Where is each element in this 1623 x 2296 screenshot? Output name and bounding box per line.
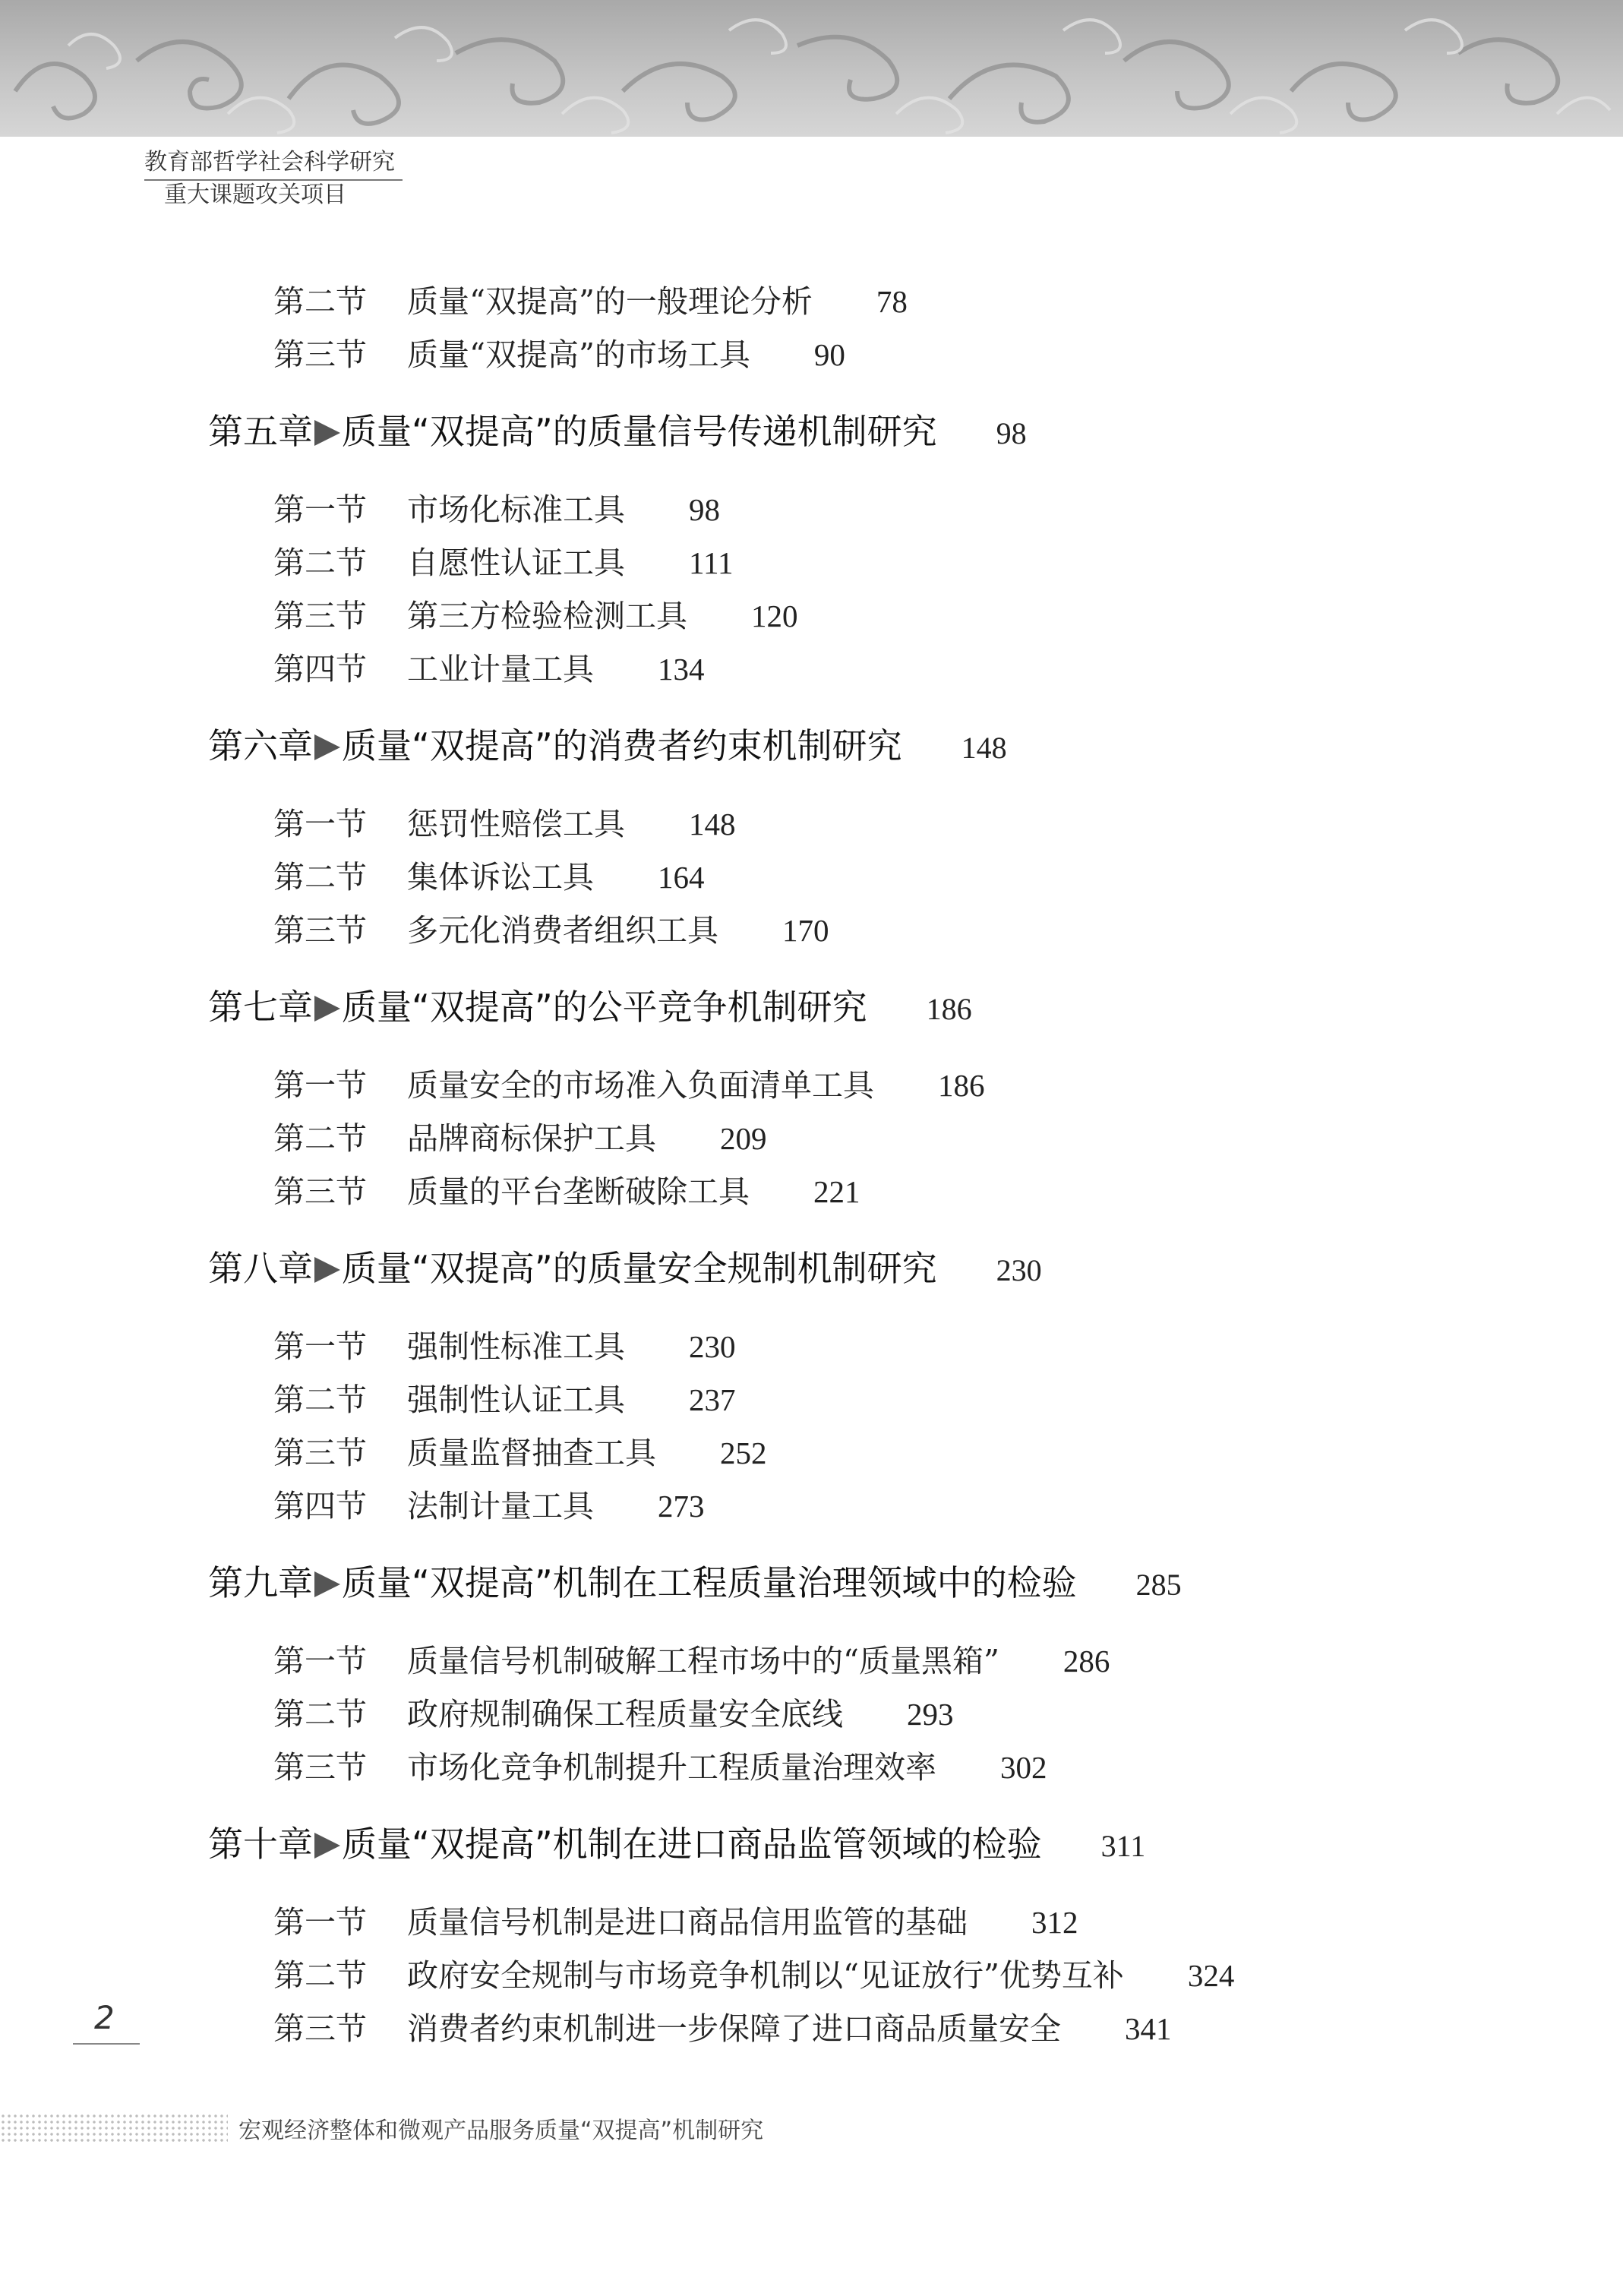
section-number: 第三节 bbox=[273, 912, 367, 949]
section-page: 98 bbox=[689, 492, 720, 527]
footer-dot-pattern bbox=[0, 2113, 228, 2143]
section-title: 惩罚性赔偿工具 bbox=[407, 806, 625, 842]
series-line-1: 教育部哲学社会科学研究 bbox=[144, 149, 403, 181]
section-page: 186 bbox=[938, 1068, 985, 1103]
chapter-title: 质量“双提高”的质量安全规制机制研究 bbox=[342, 1248, 937, 1289]
chapter-page: 311 bbox=[1100, 1829, 1146, 1863]
section-number: 第二节 bbox=[273, 283, 367, 320]
section-page: 341 bbox=[1125, 2011, 1172, 2046]
triangle-right-icon bbox=[314, 734, 340, 760]
triangle-right-icon bbox=[314, 1571, 340, 1597]
section-page: 324 bbox=[1187, 1958, 1235, 1993]
toc-section[interactable] bbox=[273, 538, 733, 583]
triangle-right-icon bbox=[314, 996, 340, 1022]
section-number: 第三节 bbox=[273, 1173, 367, 1210]
section-title: 品牌商标保护工具 bbox=[407, 1120, 656, 1157]
chapter-title: 质量“双提高”的消费者约束机制研究 bbox=[342, 725, 902, 766]
triangle-right-icon bbox=[314, 420, 340, 446]
section-page: 148 bbox=[689, 807, 736, 842]
section-title: 自愿性认证工具 bbox=[407, 545, 625, 581]
toc-section[interactable] bbox=[273, 1636, 1110, 1681]
section-page: 302 bbox=[1000, 1750, 1047, 1785]
toc-section[interactable] bbox=[273, 1897, 1078, 1942]
toc-section[interactable] bbox=[273, 1322, 736, 1366]
chapter-page: 148 bbox=[961, 731, 1007, 765]
series-line-2: 重大课题攻关项目 bbox=[164, 182, 346, 208]
chapter-number: 第十章 bbox=[208, 1824, 313, 1865]
section-page: 252 bbox=[720, 1435, 767, 1470]
toc-chapter[interactable] bbox=[208, 980, 972, 1030]
section-number: 第三节 bbox=[273, 336, 367, 373]
section-number: 第一节 bbox=[273, 1904, 367, 1941]
section-page: 170 bbox=[782, 913, 829, 948]
section-number: 第一节 bbox=[273, 1067, 367, 1104]
toc-section[interactable] bbox=[273, 1481, 705, 1526]
toc-section[interactable] bbox=[273, 330, 845, 374]
toc-section[interactable] bbox=[273, 644, 705, 689]
chapter-title: 质量“双提高”机制在进口商品监管领域的检验 bbox=[342, 1824, 1042, 1865]
chapter-page: 285 bbox=[1135, 1568, 1182, 1602]
section-page: 286 bbox=[1063, 1644, 1110, 1679]
section-number: 第四节 bbox=[273, 651, 367, 687]
toc-section[interactable] bbox=[273, 852, 705, 897]
toc-chapter[interactable] bbox=[208, 404, 1027, 454]
toc-section[interactable] bbox=[273, 1375, 736, 1420]
section-title: 强制性认证工具 bbox=[407, 1382, 625, 1418]
section-page: 134 bbox=[658, 652, 705, 687]
toc-section[interactable] bbox=[273, 1428, 767, 1473]
section-number: 第三节 bbox=[273, 598, 367, 634]
section-title: 政府安全规制与市场竞争机制以“见证放行”优势互补 bbox=[407, 1957, 1124, 1994]
section-page: 111 bbox=[689, 545, 734, 580]
section-page: 312 bbox=[1031, 1905, 1078, 1940]
section-title: 质量信号机制破解工程市场中的“质量黑箱” bbox=[407, 1643, 999, 1679]
section-number: 第三节 bbox=[273, 1749, 367, 1786]
chapter-number: 第五章 bbox=[208, 411, 313, 452]
section-page: 164 bbox=[658, 860, 705, 895]
toc-section[interactable] bbox=[273, 591, 798, 636]
section-page: 221 bbox=[813, 1174, 860, 1209]
section-title: 质量“双提高”的一般理论分析 bbox=[407, 283, 813, 320]
section-number: 第一节 bbox=[273, 1643, 367, 1679]
toc-section[interactable] bbox=[273, 2004, 1172, 2048]
toc-section[interactable] bbox=[273, 276, 908, 321]
section-number: 第二节 bbox=[273, 859, 367, 895]
toc-section[interactable] bbox=[273, 1167, 860, 1211]
section-title: 质量信号机制是进口商品信用监管的基础 bbox=[407, 1904, 968, 1941]
section-page: 90 bbox=[813, 337, 845, 372]
page-number-underline bbox=[73, 2043, 140, 2045]
toc-section[interactable] bbox=[273, 1950, 1234, 1995]
chapter-number: 第九章 bbox=[208, 1562, 313, 1603]
toc-section[interactable] bbox=[273, 1689, 954, 1734]
chapter-page: 186 bbox=[926, 992, 972, 1026]
cloud-pattern-banner bbox=[0, 0, 1623, 137]
toc-chapter[interactable] bbox=[208, 1555, 1182, 1606]
section-number: 第一节 bbox=[273, 491, 367, 528]
section-title: 强制性标准工具 bbox=[407, 1328, 625, 1365]
cloud-pattern-icon bbox=[0, 0, 1623, 137]
section-title: 市场化竞争机制提升工程质量治理效率 bbox=[407, 1749, 936, 1786]
toc-chapter[interactable] bbox=[208, 1241, 1042, 1291]
toc-section[interactable] bbox=[273, 1060, 985, 1105]
toc-section[interactable] bbox=[273, 799, 736, 844]
toc-section[interactable] bbox=[273, 1113, 767, 1158]
section-page: 230 bbox=[689, 1329, 736, 1364]
section-title: 质量安全的市场准入负面清单工具 bbox=[407, 1067, 874, 1104]
section-title: 市场化标准工具 bbox=[407, 491, 625, 528]
page-number: 2 bbox=[94, 1999, 115, 2036]
section-number: 第二节 bbox=[273, 545, 367, 581]
chapter-number: 第六章 bbox=[208, 725, 313, 766]
section-page: 209 bbox=[720, 1121, 767, 1156]
triangle-right-icon bbox=[314, 1833, 340, 1859]
section-number: 第二节 bbox=[273, 1120, 367, 1157]
section-page: 273 bbox=[658, 1489, 705, 1524]
section-title: 质量监督抽查工具 bbox=[407, 1435, 656, 1471]
section-title: 工业计量工具 bbox=[407, 651, 594, 687]
toc-chapter[interactable] bbox=[208, 1817, 1145, 1867]
section-page: 78 bbox=[876, 284, 908, 319]
footer-book-title: 宏观经济整体和微观产品服务质量“双提高”机制研究 bbox=[238, 2118, 764, 2144]
section-number: 第四节 bbox=[273, 1488, 367, 1524]
chapter-number: 第七章 bbox=[208, 987, 313, 1028]
chapter-page: 230 bbox=[996, 1253, 1042, 1287]
toc-section[interactable] bbox=[273, 1742, 1047, 1787]
section-title: 法制计量工具 bbox=[407, 1488, 594, 1524]
chapter-page: 98 bbox=[996, 416, 1027, 450]
section-title: 集体诉讼工具 bbox=[407, 859, 594, 895]
section-number: 第三节 bbox=[273, 1435, 367, 1471]
chapter-number: 第八章 bbox=[208, 1248, 313, 1289]
section-page: 293 bbox=[907, 1697, 954, 1732]
section-title: 政府规制确保工程质量安全底线 bbox=[407, 1696, 843, 1732]
section-title: 第三方检验检测工具 bbox=[407, 598, 687, 634]
section-title: 质量的平台垄断破除工具 bbox=[407, 1173, 750, 1210]
section-number: 第二节 bbox=[273, 1957, 367, 1994]
toc-section[interactable] bbox=[273, 905, 829, 950]
chapter-title: 质量“双提高”的公平竞争机制研究 bbox=[342, 987, 867, 1028]
section-page: 120 bbox=[751, 598, 798, 633]
section-number: 第一节 bbox=[273, 806, 367, 842]
chapter-title: 质量“双提高”的质量信号传递机制研究 bbox=[342, 411, 937, 452]
section-title: 质量“双提高”的市场工具 bbox=[407, 336, 750, 373]
toc-section[interactable] bbox=[273, 485, 720, 529]
section-number: 第二节 bbox=[273, 1696, 367, 1732]
section-number: 第一节 bbox=[273, 1328, 367, 1365]
toc-chapter[interactable] bbox=[208, 718, 1007, 769]
section-number: 第二节 bbox=[273, 1382, 367, 1418]
section-title: 多元化消费者组织工具 bbox=[407, 912, 718, 949]
section-title: 消费者约束机制进一步保障了进口商品质量安全 bbox=[407, 2010, 1061, 2047]
section-number: 第三节 bbox=[273, 2010, 367, 2047]
series-label bbox=[144, 149, 403, 210]
chapter-title: 质量“双提高”机制在工程质量治理领域中的检验 bbox=[342, 1562, 1077, 1603]
triangle-right-icon bbox=[314, 1257, 340, 1283]
section-page: 237 bbox=[689, 1382, 736, 1417]
